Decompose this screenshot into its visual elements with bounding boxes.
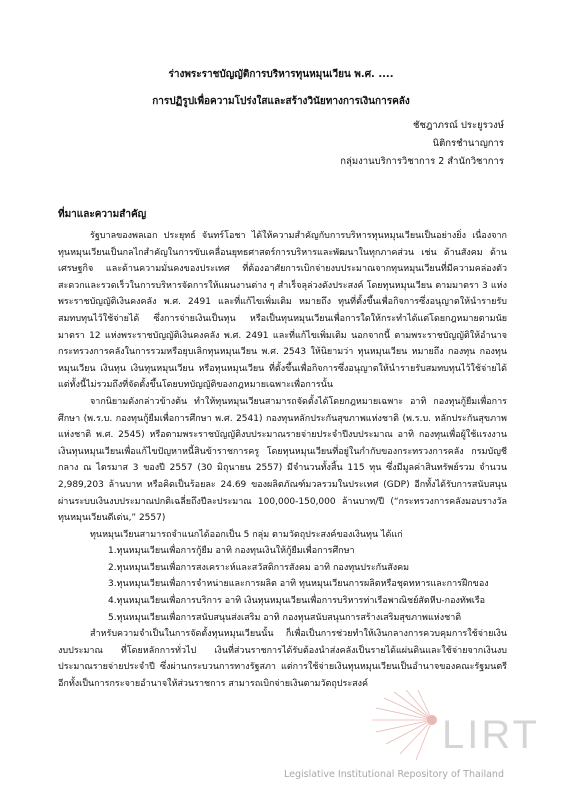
document-subtitle: การปฏิรูปเพื่อความโปร่งใสและสร้างวินัยทางการเงินการคลัง: [152, 96, 410, 107]
document-title: ร่างพระราชบัญญัติการบริหารทุนหมุนเวียน พ.ศ. ....: [168, 69, 394, 80]
list-item: 4.ทุนหมุนเวียนเพื่อการบริการ อาทิ เงินทุนหมุนเวียนเพื่อการบริหารท่าเรือพาณิชย์สัตหีบ-กองทัพเรือ: [108, 596, 486, 607]
author-department: กลุ่มงานบริการวิชาการ 2 สำนักวิชาการ: [340, 156, 504, 167]
lirt-logo-watermark: [372, 690, 547, 760]
list-intro: ทุนหมุนเวียนสามารถจำแนกได้ออกเป็น 5 กลุ่ม ตามวัตถุประสงค์ของเงินทุน ได้แก่: [90, 529, 403, 540]
list-item: 2.ทุนหมุนเวียนเพื่อการสงเคราะห์และสวัสดิการสังคม อาทิ กองทุนประกันสังคม: [108, 562, 410, 573]
paragraph-1: รัฐบาลของพลเอก ประยุทธ์ จันทร์โอชา ได้ให้ความสำคัญกับการบริหารทุนหมุนเวียนเป็นอย่างยิ่ง เนื่องจากทุนหมุนเวียนเป็นกลไกสำคัญในการขับเคลื่อนยุทธศาสตร์การบริหารและพัฒนาในทุกภาคส่วน เช่น ด้านสังคม ด้านเศรษฐกิจ และด้านความมั่นคงของประเทศ ที่ต้องอาศัยการเบิกจ่ายงบประมาณจากทุนหมุนเวียนที่มีความคล่องตัว สะดวกและรวดเร็วในการบริหารจัดการให้แผนงานต่าง ๆ สำเร็จลุล่วงดังประสงค์ โดยทุนหมุนเวียน ตามมาตรา 3 แห่งพระราชบัญญัติเงินคงคลัง พ.ศ. 2491 และที่แก้ไขเพิ่มเติม หมายถึง ทุนที่ตั้งขึ้นเพื่อกิจการซึ่งอนุญาตให้นำรายรับสมทบทุนไว้ใช้จ่ายได้ ซึ่งการจ่ายเงินเป็นทุน หรือเป็นทุนหมุนเวียนเพื่อการใดให้กระทำได้แต่โดยกฎหมายตามนัยมาตรา 12 แห่งพระราชบัญญัติเงินคงคลัง พ.ศ. 2491 และที่แก้ไขเพิ่มเติม นอกจากนี้ ตามพระราชบัญญัติให้อำนาจกระทรวงการคลังในการรวมหรือยุบเลิกทุนหมุนเวียน พ.ศ. 2543 ให้นิยามว่า ทุนหมุนเวียน หมายถึง กองทุน กองทุนหมุนเวียน เงินทุน เงินทุนหมุนเวียน หรือทุนหมุนเวียน ที่ตั้งขึ้นเพื่อกิจการซึ่งอนุญาตให้นำรายรับสมทบทุนไว้ใช้จ่ายได้ แต่ทั้งนี้ไม่รวมถึงที่จัดตั้งขึ้นโดยบทบัญญัติของกฎหมายเฉพาะเพื่อการนั้น: [58, 231, 507, 391]
paragraph-2: จากนิยามดังกล่าวข้างต้น ทำให้ทุนหมุนเวียนสามารถจัดตั้งได้โดยกฎหมายเฉพาะ อาทิ กองทุนกู้ยืมเพื่อการศึกษา (พ.ร.บ. กองทุนกู้ยืมเพื่อการศึกษา พ.ศ. 2541) กองทุนหลักประกันสุขภาพแห่งชาติ (พ.ร.บ. หลักประกันสุขภาพแห่งชาติ พ.ศ. 2545) หรือตามพระราชบัญญัติงบประมาณรายจ่ายประจำปีงบประมาณ อาทิ กองทุนเพื่อผู้ใช้แรงงาน เงินทุนหมุนเวียนเพื่อแก้ไขปัญหาหนี้สินข้าราชการครู โดยทุนหมุนเวียนที่อยู่ในกำกับของกระทรวงการคลัง กรมบัญชีกลาง ณ ไตรมาส 3 ของปี 2557 (30 มิถุนายน 2557) มีจำนวนทั้งสิ้น 115 ทุน ซึ่งมีมูลค่าสินทรัพย์รวม จำนวน 2,989,203 ล้านบาท หรือคิดเป็นร้อยละ 24.69 ของผลิตภัณฑ์มวลรวมในประเทศ (GDP) อีกทั้งได้รับการสนับสนุนผ่านระบบเงินงบประมาณปกติเฉลี่ยถึงปีละประมาณ 100,000-150,000 ล้านบาท/ปี (“กระทรวงการคลังมอบรางวัลทุนหมุนเวียนดีเด่น,” 2557): [58, 396, 507, 524]
author-block: [340, 117, 504, 171]
list-item: 5.ทุนหมุนเวียนเพื่อการสนับสนุนส่งเสริม อาทิ กองทุนสนับสนุนการสร้างเสริมสุขภาพแห่งชาติ: [108, 612, 462, 623]
author-name: ชัชฎาภรณ์ ประยูรวงษ์: [413, 120, 504, 131]
list-item: 1.ทุนหมุนเวียนเพื่อการกู้ยืม อาทิ กองทุนเงินให้กู้ยืมเพื่อการศึกษา: [108, 546, 355, 557]
author-position: นิติกรชำนาญการ: [432, 138, 504, 149]
watermark-logo-text: LIRT: [442, 713, 540, 757]
watermark-caption: Legislative Institutional Repository of Thailand: [284, 769, 504, 780]
section-heading: ที่มาและความสำคัญ: [58, 209, 147, 220]
list-item: 3.ทุนหมุนเวียนเพื่อการจำหน่ายและการผลิต อาทิ ทุนหมุนเวียนการผลิตหรือชุดทหารและการฝึกของ: [108, 579, 489, 590]
body-text: [58, 228, 507, 693]
closing-paragraph: สำหรับความจำเป็นในการจัดตั้งทุนหมุนเวียนนั้น ก็เพื่อเป็นการช่วยทำให้เงินกลางการควบคุมการใช้จ่ายเงินงบประมาณ ที่โดยหลักการทั่วไป เงินที่ส่วนราชการได้รับต้องนำส่งคลังเป็นรายได้แผ่นดินและใช้จ่ายจากเงินงบประมาณรายจ่ายประจำปี ซึ่งผ่านกระบวนการทางรัฐสภา แต่การใช้จ่ายเงินทุนหมุนเวียนเป็นอำนาจของคณะรัฐมนตรี อีกทั้งเป็นการกระจายอำนาจให้ส่วนราชการ สามารถเบิกจ่ายเงินตามวัตถุประสงค์: [58, 629, 507, 690]
